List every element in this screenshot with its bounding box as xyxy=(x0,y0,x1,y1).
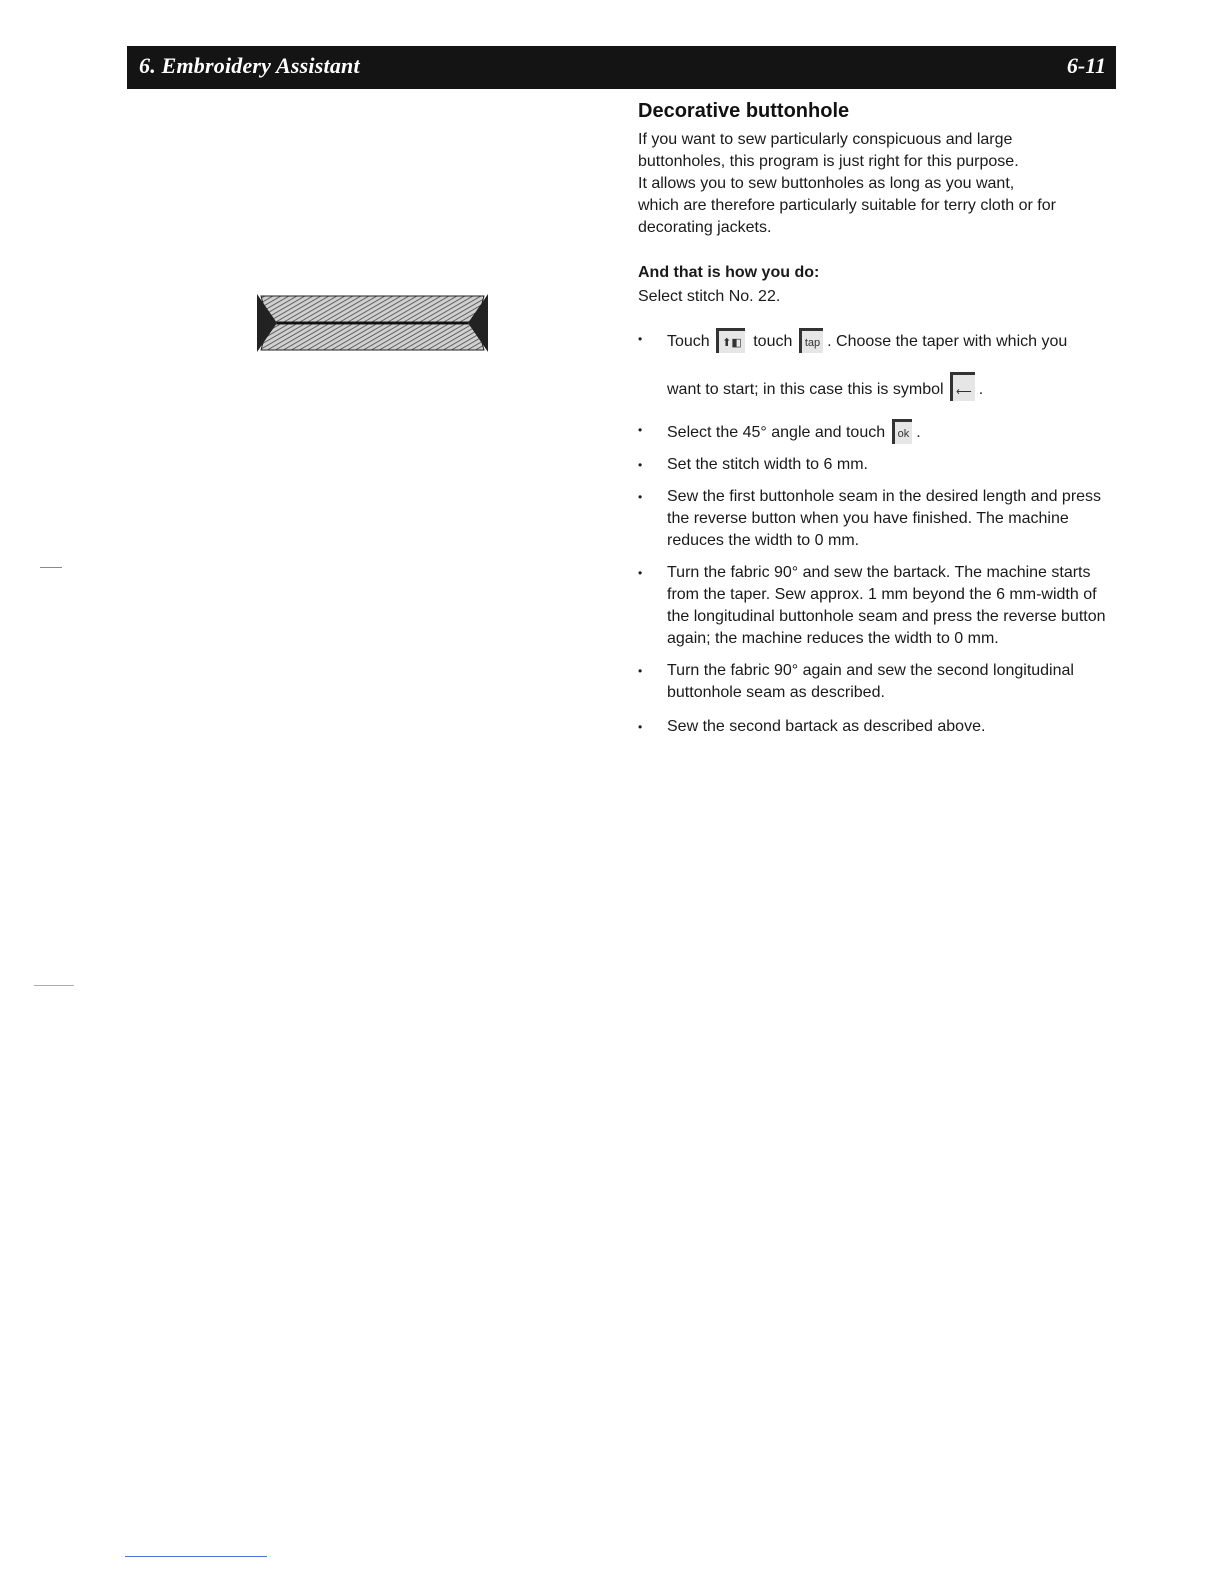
section-title: Decorative buttonhole xyxy=(638,100,850,122)
list-item: • Touch ⬆◧ touch tap . Choose the taper with which you want to start; in this case this is symbol ⟵ . xyxy=(638,328,1118,401)
ok-icon: ok xyxy=(892,419,913,444)
intro-line: which are therefore particularly suitable for terry cloth or for xyxy=(638,197,1056,214)
menu-icon: ⬆◧ xyxy=(716,328,745,353)
margin-mark xyxy=(34,985,74,986)
list-item: • Turn the fabric 90° again and sew the second longitudinal buttonhole seam as described. xyxy=(638,662,1074,701)
bullet-icon: • xyxy=(638,720,643,734)
list-item: • Select the 45° angle and touch ok . xyxy=(638,419,1118,444)
chapter-header-bar xyxy=(127,46,1116,89)
page-number: 6-11 xyxy=(1066,53,1106,78)
bullet-icon: • xyxy=(638,423,643,437)
bullet-icon: • xyxy=(638,332,643,346)
list-item: • Sew the first buttonhole seam in the desired length and press the reverse button when you have finished. The machine reduces the width to 0 mm. xyxy=(638,488,1102,549)
buttonhole-illustration xyxy=(255,292,490,354)
bullet-icon: • xyxy=(638,566,643,580)
margin-mark xyxy=(40,567,62,568)
intro-line: It allows you to sew buttonholes as long as you want, xyxy=(638,175,1015,192)
list-item: • Sew the second bartack as described above. xyxy=(638,716,1118,738)
intro-line: buttonholes, this program is just right for this purpose. xyxy=(638,153,1019,170)
how-to-subheading: And that is how you do: xyxy=(638,264,820,281)
intro-line: decorating jackets. xyxy=(638,219,772,236)
footer-rule xyxy=(125,1556,267,1557)
intro-paragraph xyxy=(638,129,1118,239)
bullet-icon: • xyxy=(638,458,643,472)
list-item: • Set the stitch width to 6 mm. xyxy=(638,454,1118,476)
bullet-icon: • xyxy=(638,664,643,678)
tap-icon: tap xyxy=(799,328,823,353)
intro-line: If you want to sew particularly conspicuous and large xyxy=(638,131,1013,148)
chapter-title: 6. Embroidery Assistant xyxy=(139,53,360,78)
arrow-left-icon: ⟵ xyxy=(950,372,975,401)
list-item: • Turn the fabric 90° and sew the bartack. The machine starts from the taper. Sew approx. 1 mm beyond the 6 mm-width of the longitudinal buttonhole seam and press the reverse button again; the machine reduces the width to 0 mm. xyxy=(638,564,1106,647)
instruction-list xyxy=(638,328,1118,738)
bullet-icon: • xyxy=(638,490,643,504)
select-stitch-line: Select stitch No. 22. xyxy=(638,288,781,305)
main-content xyxy=(638,100,1118,738)
